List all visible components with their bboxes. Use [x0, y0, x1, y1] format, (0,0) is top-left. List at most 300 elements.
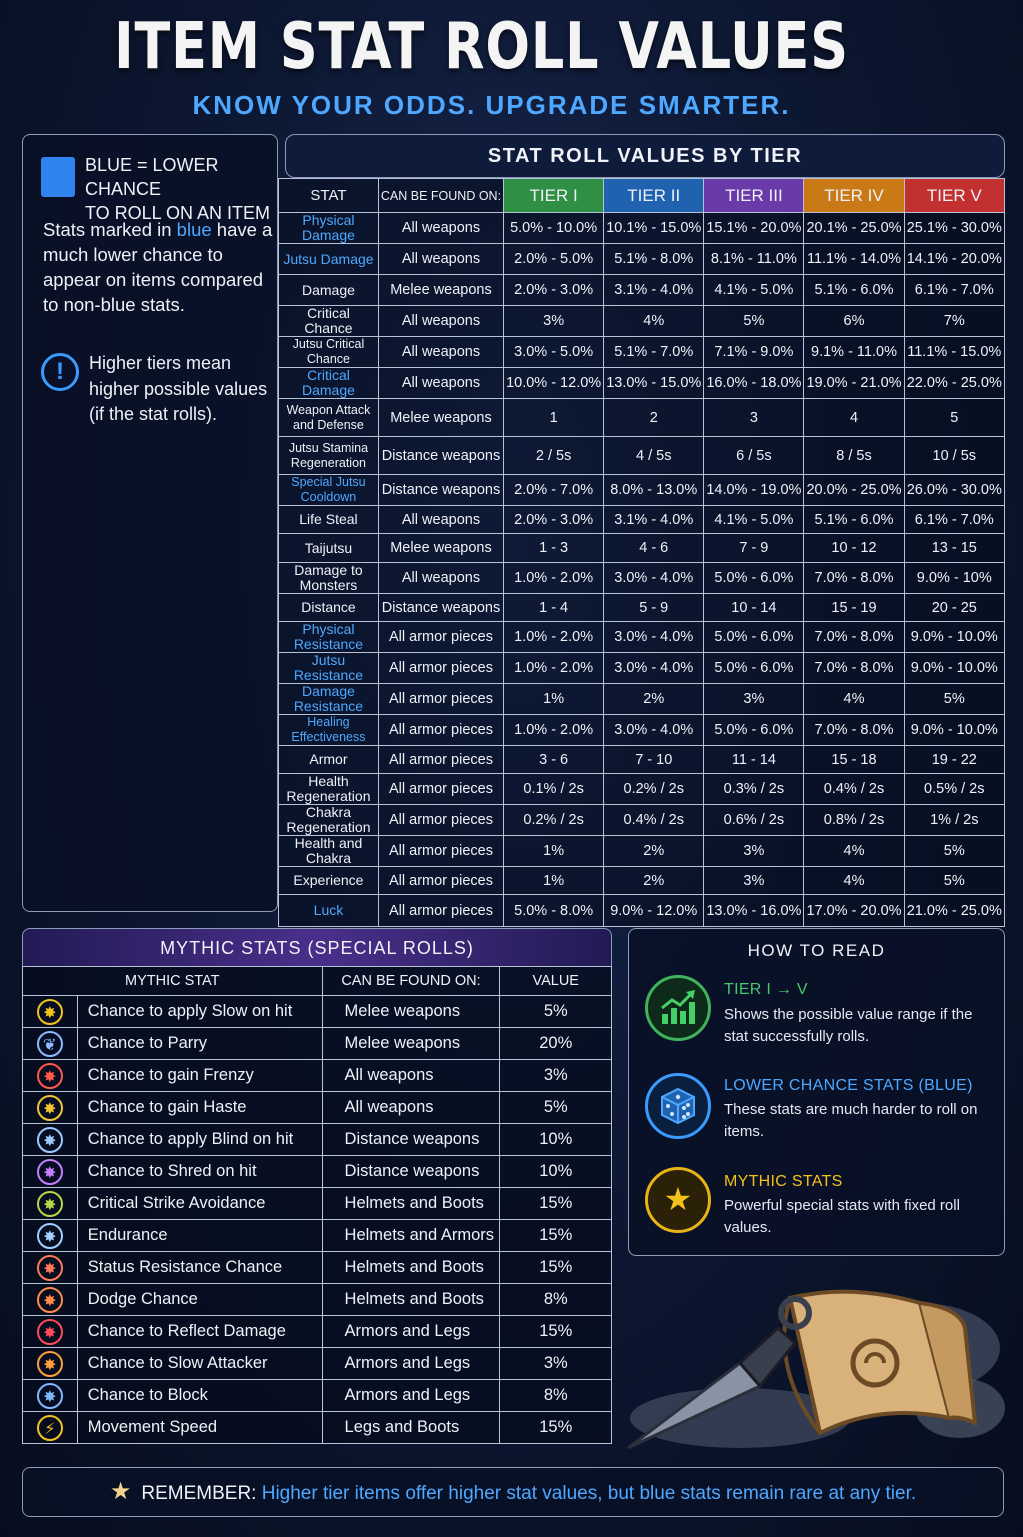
tier-3-value: 10 - 14 [704, 594, 804, 622]
mythic-found: Armors and Legs [322, 1380, 500, 1412]
tier-3-value: 5.0% - 6.0% [704, 622, 804, 653]
mythic-name: Chance to apply Slow on hit [77, 996, 322, 1028]
stat-name: Damage [279, 275, 379, 306]
mythic-icon-cell [23, 1028, 78, 1060]
dice-icon [645, 1073, 711, 1139]
tier-4-value: 10 - 12 [804, 534, 904, 563]
tier-table-title: STAT ROLL VALUES BY TIER [285, 134, 1005, 178]
desc-blue-word: blue [176, 219, 212, 240]
mythic-value: 10% [500, 1124, 612, 1156]
how-to-read-panel [628, 928, 1005, 1256]
col-found-on: CAN BE FOUND ON: [378, 179, 503, 213]
tier-5-value: 5 [904, 399, 1004, 437]
found-on: All weapons [378, 213, 503, 244]
found-on: All armor pieces [378, 836, 503, 867]
tier-table-row [279, 622, 1005, 653]
col-tier-3: TIER III [704, 179, 804, 213]
tier-1-value: 1.0% - 2.0% [504, 563, 604, 594]
found-on: Melee weapons [378, 275, 503, 306]
chart-up-icon [645, 975, 711, 1041]
mythic-icon-cell [23, 1220, 78, 1252]
found-on: All armor pieces [378, 805, 503, 836]
tier-4-value: 19.0% - 21.0% [804, 368, 904, 399]
mythic-value: 5% [500, 1092, 612, 1124]
col-tier-1: TIER I [504, 179, 604, 213]
mythic-value: 3% [500, 1348, 612, 1380]
tier-3-value: 3% [704, 867, 804, 895]
mythic-value: 20% [500, 1028, 612, 1060]
found-on: All armor pieces [378, 653, 503, 684]
tier-2-value: 10.1% - 15.0% [604, 213, 704, 244]
tier-3-value: 5.0% - 6.0% [704, 653, 804, 684]
tier-table-row [279, 506, 1005, 534]
tier-2-value: 4 / 5s [604, 437, 704, 475]
tier-4-value: 4% [804, 836, 904, 867]
tier-1-value: 5.0% - 10.0% [504, 213, 604, 244]
tier-table-row [279, 594, 1005, 622]
mythic-table-row [23, 1188, 612, 1220]
legend-note: Higher tiers mean higher possible values (if the stat rolls). [89, 353, 268, 424]
parry-wings-icon: ❦ [37, 1031, 63, 1057]
tier-4-value: 4 [804, 399, 904, 437]
tier-2-value: 5.1% - 8.0% [604, 244, 704, 275]
page-subtitle: KNOW YOUR ODDS. UPGRADE SMARTER. [192, 90, 791, 120]
mythic-found: Melee weapons [322, 1028, 500, 1060]
tier-1-value: 1 - 4 [504, 594, 604, 622]
tier-5-value: 14.1% - 20.0% [904, 244, 1004, 275]
tier-5-value: 9.0% - 10.0% [904, 653, 1004, 684]
star-icon: ★ [645, 1167, 711, 1233]
tier-table-row [279, 563, 1005, 594]
mythic-found: Distance weapons [322, 1156, 500, 1188]
stat-name: Jutsu Damage [279, 244, 379, 275]
found-on: All armor pieces [378, 895, 503, 927]
tier-4-value: 8 / 5s [804, 437, 904, 475]
tier-table-row [279, 213, 1005, 244]
tier-2-value: 2% [604, 836, 704, 867]
tier-table-row [279, 653, 1005, 684]
tier-3-value: 6 / 5s [704, 437, 804, 475]
found-on: Distance weapons [378, 475, 503, 506]
tier-2-value: 13.0% - 15.0% [604, 368, 704, 399]
mythic-found: Melee weapons [322, 996, 500, 1028]
crit-avoid-burst-icon: ✸ [37, 1191, 63, 1217]
block-burst-icon: ✸ [37, 1383, 63, 1409]
mythic-icon-cell [23, 996, 78, 1028]
legend-panel [22, 134, 278, 912]
stat-name: Armor [279, 746, 379, 774]
tier-1-value: 1.0% - 2.0% [504, 653, 604, 684]
mythic-found: Helmets and Boots [322, 1188, 500, 1220]
tier-4-value: 15 - 19 [804, 594, 904, 622]
tier-table-row [279, 475, 1005, 506]
stat-name: Physical Resistance [279, 622, 379, 653]
tier-1-value: 0.1% / 2s [504, 774, 604, 805]
stat-name: Weapon Attack and Defense [279, 399, 379, 437]
mythic-value: 15% [500, 1412, 612, 1444]
tier-2-value: 5 - 9 [604, 594, 704, 622]
mythic-name: Dodge Chance [77, 1284, 322, 1316]
howto-mythic-text: Powerful special stats with fixed roll values. [724, 1197, 960, 1236]
kunai-scroll-illustration [620, 1268, 1010, 1458]
stat-name: Jutsu Stamina Regeneration [279, 437, 379, 475]
mythic-found: Armors and Legs [322, 1348, 500, 1380]
tier-5-value: 7% [904, 306, 1004, 337]
found-on: All weapons [378, 563, 503, 594]
tier-table-row [279, 895, 1005, 927]
tier-5-value: 13 - 15 [904, 534, 1004, 563]
mythic-value: 8% [500, 1284, 612, 1316]
stat-name: Life Steal [279, 506, 379, 534]
mythic-icon-cell [23, 1124, 78, 1156]
found-on: Melee weapons [378, 534, 503, 563]
tier-2-value: 3.0% - 4.0% [604, 563, 704, 594]
tier-4-value: 0.4% / 2s [804, 774, 904, 805]
tier-table-header [279, 179, 1005, 213]
mythic-found: Distance weapons [322, 1124, 500, 1156]
swatch-label [85, 153, 275, 225]
found-on: All armor pieces [378, 867, 503, 895]
mythic-table-row [23, 1028, 612, 1060]
tier-1-value: 3.0% - 5.0% [504, 337, 604, 368]
tier-5-value: 9.0% - 10.0% [904, 715, 1004, 746]
swatch-label-line1: BLUE = LOWER CHANCE [85, 155, 219, 199]
haste-burst-icon: ✸ [37, 1095, 63, 1121]
tier-4-value: 9.1% - 11.0% [804, 337, 904, 368]
tier-3-value: 3 [704, 399, 804, 437]
tier-2-value: 0.4% / 2s [604, 805, 704, 836]
tier-1-value: 0.2% / 2s [504, 805, 604, 836]
mythic-table-row [23, 1124, 612, 1156]
tier-3-value: 4.1% - 5.0% [704, 275, 804, 306]
stat-name: Physical Damage [279, 213, 379, 244]
mythic-table [22, 966, 612, 1444]
tier-5-value: 9.0% - 10% [904, 563, 1004, 594]
found-on: All armor pieces [378, 684, 503, 715]
slow-attacker-burst-icon: ✸ [37, 1351, 63, 1377]
tier-5-value: 11.1% - 15.0% [904, 337, 1004, 368]
col-mythic-stat: MYTHIC STAT [23, 967, 323, 996]
speed-bolt-icon: ⚡ [37, 1415, 63, 1441]
mythic-table-row [23, 1412, 612, 1444]
tier-2-value: 3.0% - 4.0% [604, 653, 704, 684]
tier-3-value: 7.1% - 9.0% [704, 337, 804, 368]
shred-burst-icon: ✸ [37, 1159, 63, 1185]
tier-table-row [279, 836, 1005, 867]
tier-3-value: 5.0% - 6.0% [704, 563, 804, 594]
endurance-burst-icon: ✸ [37, 1223, 63, 1249]
found-on: Distance weapons [378, 437, 503, 475]
tier-5-value: 26.0% - 30.0% [904, 475, 1004, 506]
tier-5-value: 1% / 2s [904, 805, 1004, 836]
col-mythic-value: VALUE [500, 967, 612, 996]
tier-2-value: 8.0% - 13.0% [604, 475, 704, 506]
frenzy-burst-icon: ✸ [37, 1063, 63, 1089]
tier-5-value: 20 - 25 [904, 594, 1004, 622]
found-on: All armor pieces [378, 715, 503, 746]
tier-2-value: 3.0% - 4.0% [604, 715, 704, 746]
tier-1-value: 10.0% - 12.0% [504, 368, 604, 399]
tier-5-value: 22.0% - 25.0% [904, 368, 1004, 399]
mythic-found: All weapons [322, 1060, 500, 1092]
footer-label: REMEMBER: [141, 1483, 257, 1504]
mythic-name: Chance to Slow Attacker [77, 1348, 322, 1380]
tier-1-value: 2.0% - 3.0% [504, 506, 604, 534]
tier-1-value: 3% [504, 306, 604, 337]
mythic-found: Helmets and Boots [322, 1284, 500, 1316]
tier-table [278, 178, 1005, 927]
tier-table-row [279, 867, 1005, 895]
tier-3-value: 14.0% - 19.0% [704, 475, 804, 506]
stat-name: Critical Chance [279, 306, 379, 337]
reflect-burst-icon: ✸ [37, 1319, 63, 1345]
tier-1-value: 1 - 3 [504, 534, 604, 563]
mythic-table-row [23, 1348, 612, 1380]
mythic-name: Movement Speed [77, 1412, 322, 1444]
tier-2-value: 2 [604, 399, 704, 437]
found-on: All weapons [378, 306, 503, 337]
stat-name: Distance [279, 594, 379, 622]
tier-4-value: 11.1% - 14.0% [804, 244, 904, 275]
tier-table-row [279, 805, 1005, 836]
howto-mythic-label: MYTHIC STATS [724, 1173, 843, 1190]
mythic-value: 5% [500, 996, 612, 1028]
col-tier-2: TIER II [604, 179, 704, 213]
mythic-icon-cell [23, 1316, 78, 1348]
tier-5-value: 6.1% - 7.0% [904, 275, 1004, 306]
howto-tier-label: TIER I → V [724, 981, 808, 998]
swatch-label-line2: TO ROLL ON AN ITEM [85, 203, 271, 223]
tier-table-row [279, 244, 1005, 275]
stat-name: Experience [279, 867, 379, 895]
mythic-icon-cell [23, 1156, 78, 1188]
stat-name: Taijutsu [279, 534, 379, 563]
tier-1-value: 1.0% - 2.0% [504, 622, 604, 653]
blind-burst-icon: ✸ [37, 1127, 63, 1153]
mythic-name: Chance to Reflect Damage [77, 1316, 322, 1348]
mythic-table-row [23, 1284, 612, 1316]
tier-table-row [279, 306, 1005, 337]
tier-4-value: 5.1% - 6.0% [804, 275, 904, 306]
tier-2-value: 2% [604, 867, 704, 895]
stat-name: Damage to Monsters [279, 563, 379, 594]
mythic-table-row [23, 1380, 612, 1412]
tier-3-value: 8.1% - 11.0% [704, 244, 804, 275]
desc-before: Stats marked in [43, 219, 177, 240]
tier-1-value: 2.0% - 7.0% [504, 475, 604, 506]
mythic-value: 8% [500, 1380, 612, 1412]
col-mythic-found-on: CAN BE FOUND ON: [322, 967, 500, 996]
tier-4-value: 15 - 18 [804, 746, 904, 774]
mythic-name: Chance to Block [77, 1380, 322, 1412]
footer-text: Higher tier items offer higher stat values, but blue stats remain rare at any tier. [256, 1483, 917, 1504]
mythic-found: All weapons [322, 1092, 500, 1124]
tier-table-row [279, 437, 1005, 475]
tier-1-value: 1% [504, 836, 604, 867]
stat-name: Chakra Regeneration [279, 805, 379, 836]
tier-5-value: 5% [904, 684, 1004, 715]
howto-blue-text: These stats are much harder to roll on items. [724, 1101, 978, 1140]
tier-4-value: 20.1% - 25.0% [804, 213, 904, 244]
mythic-icon-cell [23, 1348, 78, 1380]
stat-name: Damage Resistance [279, 684, 379, 715]
tier-table-row [279, 684, 1005, 715]
tier-1-value: 5.0% - 8.0% [504, 895, 604, 927]
mythic-value: 15% [500, 1188, 612, 1220]
tier-2-value: 9.0% - 12.0% [604, 895, 704, 927]
stat-name: Special Jutsu Cooldown [279, 475, 379, 506]
tier-4-value: 7.0% - 8.0% [804, 653, 904, 684]
tier-4-value: 0.8% / 2s [804, 805, 904, 836]
tier-2-value: 7 - 10 [604, 746, 704, 774]
tier-4-value: 20.0% - 25.0% [804, 475, 904, 506]
tier-2-value: 3.1% - 4.0% [604, 275, 704, 306]
tier-5-value: 19 - 22 [904, 746, 1004, 774]
mythic-name: Chance to gain Haste [77, 1092, 322, 1124]
mythic-name: Endurance [77, 1220, 322, 1252]
stat-name: Jutsu Critical Chance [279, 337, 379, 368]
tier-2-value: 3.0% - 4.0% [604, 622, 704, 653]
tier-2-value: 4% [604, 306, 704, 337]
found-on: All weapons [378, 244, 503, 275]
tier-4-value: 7.0% - 8.0% [804, 715, 904, 746]
found-on: All weapons [378, 368, 503, 399]
howto-blue-label: LOWER CHANCE STATS (BLUE) [724, 1077, 973, 1094]
tier-4-value: 6% [804, 306, 904, 337]
tier-table-row [279, 534, 1005, 563]
mythic-found: Armors and Legs [322, 1316, 500, 1348]
tier-3-value: 3% [704, 684, 804, 715]
tier-1-value: 1 [504, 399, 604, 437]
tier-3-value: 15.1% - 20.0% [704, 213, 804, 244]
mythic-table-header [23, 967, 612, 996]
mythic-icon-cell [23, 1060, 78, 1092]
tier-table-row [279, 774, 1005, 805]
mythic-table-row [23, 1316, 612, 1348]
mythic-table-row [23, 1060, 612, 1092]
tier-1-value: 2.0% - 3.0% [504, 275, 604, 306]
stat-name: Jutsu Resistance [279, 653, 379, 684]
tier-1-value: 1% [504, 867, 604, 895]
mythic-table-row [23, 996, 612, 1028]
found-on: Distance weapons [378, 594, 503, 622]
tier-table-row [279, 399, 1005, 437]
tier-table-row [279, 368, 1005, 399]
mythic-icon-cell [23, 1284, 78, 1316]
stat-name: Critical Damage [279, 368, 379, 399]
mythic-found: Helmets and Boots [322, 1252, 500, 1284]
mythic-table-row [23, 1092, 612, 1124]
found-on: All armor pieces [378, 746, 503, 774]
tier-2-value: 4 - 6 [604, 534, 704, 563]
mythic-value: 15% [500, 1220, 612, 1252]
mythic-table-row [23, 1156, 612, 1188]
tier-3-value: 4.1% - 5.0% [704, 506, 804, 534]
tier-2-value: 0.2% / 2s [604, 774, 704, 805]
mythic-icon-cell [23, 1380, 78, 1412]
mythic-icon-cell [23, 1188, 78, 1220]
tier-5-value: 5% [904, 836, 1004, 867]
found-on: All weapons [378, 337, 503, 368]
tier-5-value: 9.0% - 10.0% [904, 622, 1004, 653]
desc-after: have a much lower chance to appear on items compared to non-blue stats. [43, 219, 273, 315]
mythic-icon-cell [23, 1092, 78, 1124]
tier-4-value: 7.0% - 8.0% [804, 563, 904, 594]
tier-5-value: 6.1% - 7.0% [904, 506, 1004, 534]
mythic-table-row [23, 1220, 612, 1252]
stat-name: Health and Chakra [279, 836, 379, 867]
stat-name: Healing Effectiveness [279, 715, 379, 746]
mythic-name: Chance to Parry [77, 1028, 322, 1060]
tier-5-value: 5% [904, 867, 1004, 895]
legend-description [43, 217, 273, 317]
tier-1-value: 3 - 6 [504, 746, 604, 774]
mythic-icon-cell [23, 1412, 78, 1444]
mythic-value: 15% [500, 1316, 612, 1348]
found-on: All armor pieces [378, 622, 503, 653]
mythic-value: 3% [500, 1060, 612, 1092]
tier-4-value: 17.0% - 20.0% [804, 895, 904, 927]
mythic-name: Status Resistance Chance [77, 1252, 322, 1284]
tier-5-value: 21.0% - 25.0% [904, 895, 1004, 927]
tier-5-value: 25.1% - 30.0% [904, 213, 1004, 244]
tier-table-row [279, 746, 1005, 774]
tier-1-value: 2 / 5s [504, 437, 604, 475]
mythic-table-title: MYTHIC STATS (SPECIAL ROLLS) [22, 928, 612, 966]
tier-4-value: 7.0% - 8.0% [804, 622, 904, 653]
mythic-found: Helmets and Armors [322, 1220, 500, 1252]
tier-3-value: 5% [704, 306, 804, 337]
page-title: ITEM STAT ROLL VALUES [114, 10, 849, 84]
tier-5-value: 10 / 5s [904, 437, 1004, 475]
tier-1-value: 2.0% - 5.0% [504, 244, 604, 275]
found-on: Melee weapons [378, 399, 503, 437]
found-on: All armor pieces [378, 774, 503, 805]
tier-4-value: 4% [804, 867, 904, 895]
tier-2-value: 5.1% - 7.0% [604, 337, 704, 368]
tier-4-value: 4% [804, 684, 904, 715]
blue-swatch [41, 157, 75, 197]
how-to-read-title: HOW TO READ [747, 941, 886, 960]
tier-3-value: 7 - 9 [704, 534, 804, 563]
tier-3-value: 13.0% - 16.0% [704, 895, 804, 927]
star-icon: ★ [109, 1478, 132, 1505]
slow-burst-icon: ✸ [37, 999, 63, 1025]
footer-reminder [22, 1467, 1004, 1517]
found-on: All weapons [378, 506, 503, 534]
tier-2-value: 3.1% - 4.0% [604, 506, 704, 534]
tier-table-row [279, 715, 1005, 746]
mythic-found: Legs and Boots [322, 1412, 500, 1444]
tier-3-value: 3% [704, 836, 804, 867]
mythic-value: 10% [500, 1156, 612, 1188]
tier-5-value: 0.5% / 2s [904, 774, 1004, 805]
mythic-name: Chance to gain Frenzy [77, 1060, 322, 1092]
mythic-name: Critical Strike Avoidance [77, 1188, 322, 1220]
tier-3-value: 16.0% - 18.0% [704, 368, 804, 399]
col-tier-4: TIER IV [804, 179, 904, 213]
tier-4-value: 5.1% - 6.0% [804, 506, 904, 534]
tier-1-value: 1% [504, 684, 604, 715]
tier-3-value: 5.0% - 6.0% [704, 715, 804, 746]
status-resist-burst-icon: ✸ [37, 1255, 63, 1281]
tier-table-row [279, 337, 1005, 368]
tier-table-row [279, 275, 1005, 306]
mythic-icon-cell [23, 1252, 78, 1284]
stat-name: Health Regeneration [279, 774, 379, 805]
tier-3-value: 11 - 14 [704, 746, 804, 774]
dodge-burst-icon: ✸ [37, 1287, 63, 1313]
